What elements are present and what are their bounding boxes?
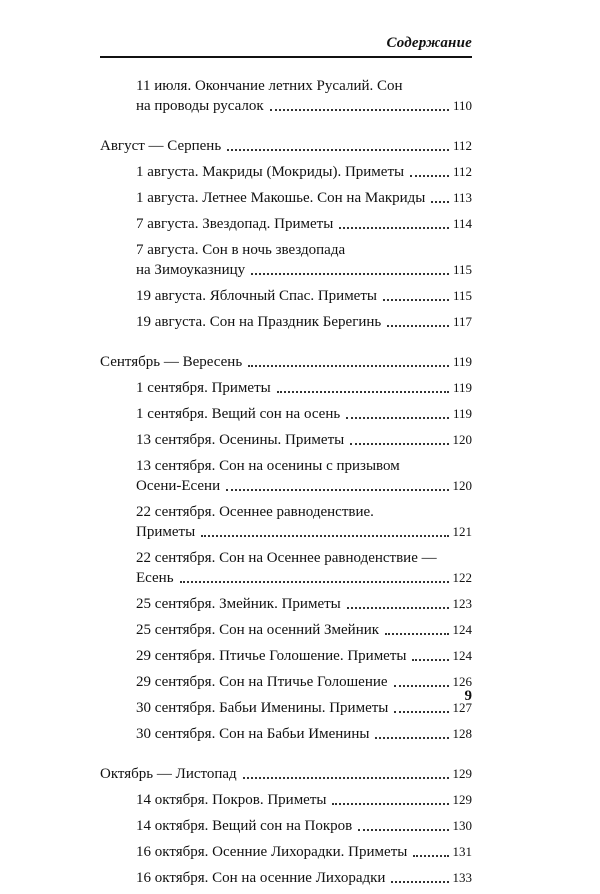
toc-page-number: 129 — [452, 766, 472, 781]
toc-section-entry — [100, 764, 472, 784]
toc-entry-title: 30 сентября. Сон на Бабьи Именины — [136, 726, 370, 742]
toc-entry-title-continuation: Осени-Есени — [136, 478, 221, 494]
toc-entry — [136, 868, 472, 888]
toc-entry-title: 13 сентября. Осенины. Приметы — [136, 432, 345, 448]
toc-page-number: 113 — [452, 190, 472, 205]
toc-entry-title: 16 октября. Осенние Лихорадки. Приметы — [136, 844, 408, 860]
toc-page-number: 127 — [452, 700, 472, 715]
leader-dots — [346, 417, 449, 419]
toc-entry — [136, 842, 472, 862]
toc-entry — [136, 816, 472, 836]
toc-page-number: 119 — [452, 406, 472, 421]
toc-entry-title: 7 августа. Сон в ночь звездопада — [136, 242, 346, 258]
leader-dots — [180, 581, 449, 583]
toc-page-number: 117 — [452, 314, 472, 329]
leader-dots — [270, 109, 449, 111]
leader-dots — [350, 443, 448, 445]
toc-entry-title: 11 июля. Окончание летних Русалий. Сон — [136, 78, 403, 94]
toc-entry — [136, 312, 472, 332]
toc-page-number: 129 — [452, 792, 472, 807]
leader-dots — [243, 777, 449, 779]
leader-dots — [347, 607, 449, 609]
leader-dots — [375, 737, 448, 739]
page-number: 9 — [464, 688, 472, 704]
toc-entry — [136, 594, 472, 614]
toc-page-number: 114 — [452, 216, 472, 231]
toc-entry-title: 7 августа. Звездопад. Приметы — [136, 216, 334, 232]
toc-entry-title: Август — Серпень — [100, 138, 222, 154]
leader-dots — [332, 803, 448, 805]
toc-entry — [136, 502, 472, 542]
toc-page-number: 133 — [452, 870, 472, 885]
toc-page-number: 115 — [452, 262, 472, 277]
toc-page-number: 121 — [452, 524, 472, 539]
toc-page-number: 128 — [452, 726, 472, 741]
leader-dots — [385, 633, 448, 635]
toc-entry — [136, 188, 472, 208]
toc-section-entry — [100, 352, 472, 372]
toc-page-number: 115 — [452, 288, 472, 303]
toc-entry-title: 25 сентября. Змейник. Приметы — [136, 596, 341, 612]
toc-entry-title: 1 сентября. Приметы — [136, 380, 271, 396]
header-title: Содержание — [386, 35, 472, 51]
toc-section-entry — [100, 136, 472, 156]
toc-entry-title: 30 сентября. Бабьи Именины. Приметы — [136, 700, 389, 716]
toc-entry-title: Октябрь — Листопад — [100, 766, 237, 782]
toc-entry — [136, 790, 472, 810]
running-header — [100, 34, 472, 58]
toc-entry-title: 1 сентября. Вещий сон на осень — [136, 406, 341, 422]
toc-entry — [136, 404, 472, 424]
toc-entry — [136, 456, 472, 496]
table-of-contents — [100, 76, 472, 894]
toc-page-number: 123 — [452, 596, 472, 611]
toc-entry-title: 25 сентября. Сон на осенний Змейник — [136, 622, 380, 638]
toc-entry — [136, 430, 472, 450]
section-spacer — [100, 122, 472, 136]
section-spacer — [100, 750, 472, 764]
toc-page-number: 112 — [452, 164, 472, 179]
toc-entry-title: 19 августа. Яблочный Спас. Приметы — [136, 288, 377, 304]
leader-dots — [248, 365, 449, 367]
toc-entry-title: Сентябрь — Вересень — [100, 354, 243, 370]
toc-entry — [136, 698, 472, 718]
leader-dots — [412, 659, 448, 661]
toc-entry-title: 13 сентября. Сон на осенины с призывом — [136, 458, 400, 474]
toc-entry-title: 22 сентября. Осеннее равноденствие. — [136, 504, 374, 520]
toc-entry-title-continuation: Есень — [136, 570, 174, 586]
toc-page-number: 119 — [452, 354, 472, 369]
leader-dots — [391, 881, 448, 883]
toc-entry-title: 29 сентября. Сон на Птичье Голошение — [136, 674, 388, 690]
leader-dots — [394, 711, 448, 713]
leader-dots — [413, 855, 448, 857]
toc-page-number: 131 — [452, 844, 472, 859]
leader-dots — [410, 175, 449, 177]
toc-entry — [136, 646, 472, 666]
toc-page-number: 120 — [452, 432, 472, 447]
toc-page-number: 119 — [452, 380, 472, 395]
toc-entry-title: 16 октября. Сон на осенние Лихорадки — [136, 870, 386, 886]
toc-page-number: 124 — [452, 648, 472, 663]
toc-page-number: 126 — [452, 674, 472, 689]
leader-dots — [431, 201, 449, 203]
section-spacer — [100, 338, 472, 352]
toc-entry — [136, 620, 472, 640]
leader-dots — [358, 829, 448, 831]
toc-page-number: 130 — [452, 818, 472, 833]
toc-entry-title: 1 августа. Макриды (Мокриды). Приметы — [136, 164, 405, 180]
toc-entry — [136, 724, 472, 744]
leader-dots — [387, 325, 449, 327]
toc-entry-title: 14 октября. Покров. Приметы — [136, 792, 327, 808]
toc-entry — [136, 162, 472, 182]
toc-entry-title: 29 сентября. Птичье Голошение. Приметы — [136, 648, 407, 664]
leader-dots — [251, 273, 449, 275]
toc-page-number: 122 — [452, 570, 472, 585]
toc-entry-title: 14 октября. Вещий сон на Покров — [136, 818, 353, 834]
leader-dots — [201, 535, 448, 537]
toc-entry — [136, 240, 472, 280]
toc-entry-title: 19 августа. Сон на Праздник Берегинь — [136, 314, 382, 330]
toc-entry — [136, 76, 472, 116]
toc-entry-title-continuation: Приметы — [136, 524, 196, 540]
toc-entry-title: 1 августа. Летнее Макошье. Сон на Макриды — [136, 190, 426, 206]
toc-entry — [136, 548, 472, 588]
leader-dots — [394, 685, 449, 687]
toc-page-number: 112 — [452, 138, 472, 153]
toc-entry — [136, 672, 472, 692]
toc-entry-title-continuation: на проводы русалок — [136, 98, 264, 114]
toc-entry — [136, 214, 472, 234]
leader-dots — [339, 227, 449, 229]
leader-dots — [227, 149, 449, 151]
toc-page-number: 120 — [452, 478, 472, 493]
leader-dots — [226, 489, 448, 491]
leader-dots — [383, 299, 449, 301]
toc-entry-title-continuation: на Зимоуказницу — [136, 262, 246, 278]
toc-entry-title: 22 сентября. Сон на Осеннее равноденствие — — [136, 550, 437, 566]
toc-entry — [136, 286, 472, 306]
leader-dots — [277, 391, 449, 393]
toc-page-number: 124 — [452, 622, 472, 637]
toc-page-number: 110 — [452, 98, 472, 113]
toc-entry — [136, 378, 472, 398]
